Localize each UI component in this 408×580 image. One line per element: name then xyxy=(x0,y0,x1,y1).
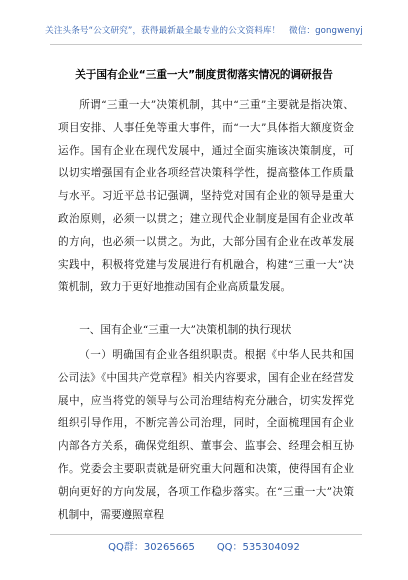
footer-qq-number: QQ：535304092 xyxy=(216,542,300,553)
header-banner xyxy=(0,24,408,36)
document-title: 关于国有企业“三重一大”制度贯彻落实情况的调研报告 xyxy=(75,69,333,81)
header-promo-text: 关注头条号“公文研究”，获得最新最全最专业的公文资料库！ xyxy=(45,26,281,36)
footer xyxy=(0,538,408,553)
header-wechat-label: 微信：gongwenyj xyxy=(289,26,363,36)
footer-qq-group: QQ群：30265665 xyxy=(108,542,195,553)
paragraph-intro: 所谓“三重一大”决策机制，其中“三重”主要就是指决策、项目安排、人事任免等重大事件，而“一大”具体指大额度资金运作。国有企业在现代发展中，通过全面实施该决策制度，可以切实增强国有企业各项经营决策科学性，提高整体工作质量与水平。习近平总书记强调，坚持党对国有企业的领导是重大政治原则，必须一以贯之；建立现代企业制度是国有企业改革的方向，也必须一以贯之。为此，大部分国有企业在改革发展实践中，积极将党建与发展进行有机融合，构建“三重一大”决策机制，致力于更好地推动国有企业高质量发展。 xyxy=(58,99,354,294)
section-heading: 一、国有企业“三重一大”决策机制的执行现状 xyxy=(79,324,292,336)
paragraph-section-1: （一）明确国有企业各组织职责。根据《中华人民共和国公司法》《中国共产党章程》相关内容要求，国有企业在经营发展中，应当将党的领导与公司治理结构充分融合，切实发挥党组织引导作用，不断完善公司治理，同时，全面梳理国有企业内部各方关系，确保党组织、董事会、监事会、经理会相互协作。党委会主要职责就是研究重大问题和决策，使得国有企业朝向更好的方向发展，各项工作稳步落实。在“三重一大”决策机制中，需要遵照章程 xyxy=(58,349,354,521)
footer-divider xyxy=(50,534,362,535)
header-divider xyxy=(50,44,362,45)
